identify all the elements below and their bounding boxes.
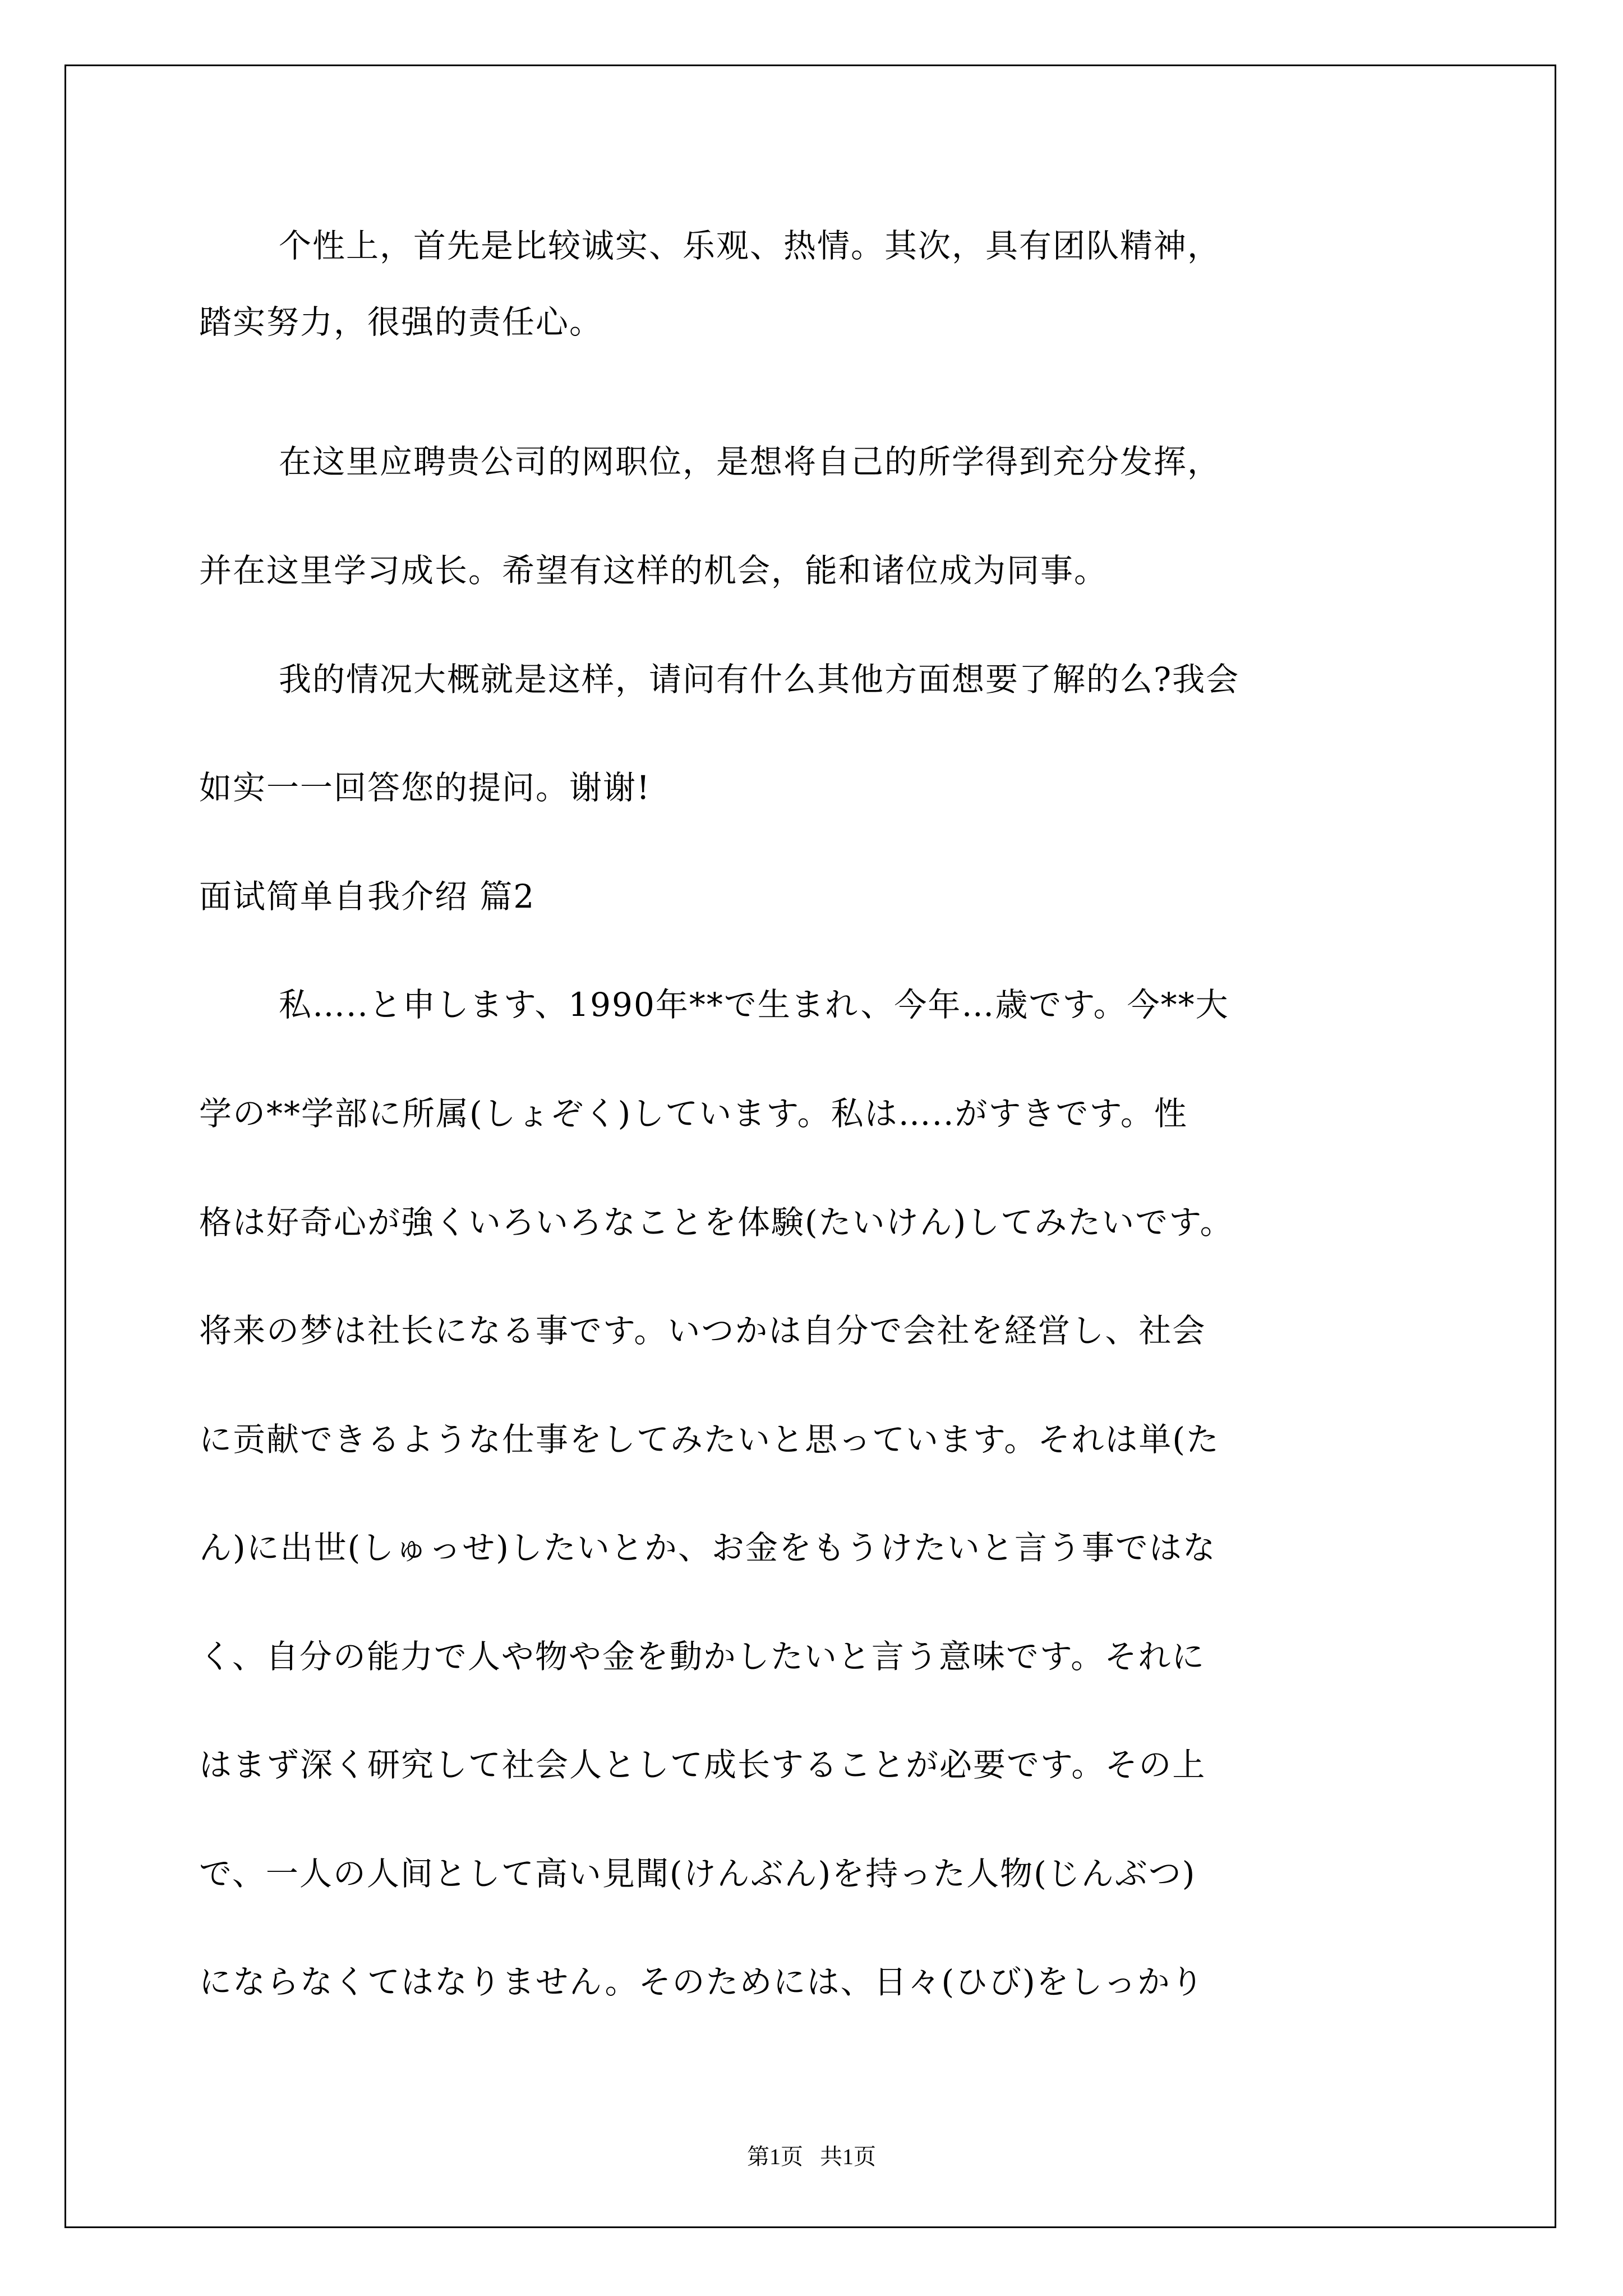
section-heading: 面试简单自我介绍 篇2 xyxy=(199,877,536,915)
paragraph-4-line-4: 将来の梦は社长になる事です。いつかは自分で会社を経営し、社会 xyxy=(199,1312,1206,1350)
page-border xyxy=(64,65,1556,2228)
paragraph-4-line-8: はまず深く研究して社会人として成长することが必要です。その上 xyxy=(199,1746,1206,1784)
paragraph-4-line-1: 私…..と申します、1990年**で生まれ、今年…歳です。今**大 xyxy=(279,986,1229,1024)
paragraph-1-line-1: 个性上，首先是比较诚实、乐观、热情。其次，具有团队精神， xyxy=(279,227,1221,265)
paragraph-4-line-6: ん)に出世(しゅっせ)したいとか、お金をもうけたいと言う事ではな xyxy=(199,1529,1216,1567)
paragraph-3-line-1: 我的情况大概就是这样，请问有什么其他方面想要了解的么?我会 xyxy=(279,660,1240,698)
paragraph-2-line-2: 并在这里学习成长。希望有这样的机会，能和诸位成为同事。 xyxy=(199,551,1108,590)
page-footer: 第1页 共1页 xyxy=(747,2144,876,2169)
paragraph-4-line-2: 学の**学部に所属(しょぞく)しています。私は…..がすきです。性 xyxy=(199,1094,1188,1133)
paragraph-4-line-10: にならなくてはなりません。そのためには、日々(ひび)をしっかり xyxy=(199,1963,1205,2001)
paragraph-4-line-5: に贡献できるような仕事をしてみたいと思っています。それは単(た xyxy=(199,1420,1220,1458)
paragraph-4-line-9: で、一人の人间として高い見聞(けんぶん)を持った人物(じんぶつ) xyxy=(199,1855,1196,1893)
paragraph-4-line-7: く、自分の能力で人や物や金を動かしたいと言う意味です。それに xyxy=(199,1637,1206,1676)
paragraph-2-line-1: 在这里应聘贵公司的网职位，是想将自己的所学得到充分发挥， xyxy=(279,443,1221,481)
paragraph-1-line-2: 踏实努力，很强的责任心。 xyxy=(199,303,603,341)
paragraph-4-line-3: 格は好奇心が強くいろいろなことを体験(たいけん)してみたいです。 xyxy=(199,1203,1234,1241)
paragraph-3-line-2: 如实一一回答您的提问。谢谢! xyxy=(199,769,651,807)
